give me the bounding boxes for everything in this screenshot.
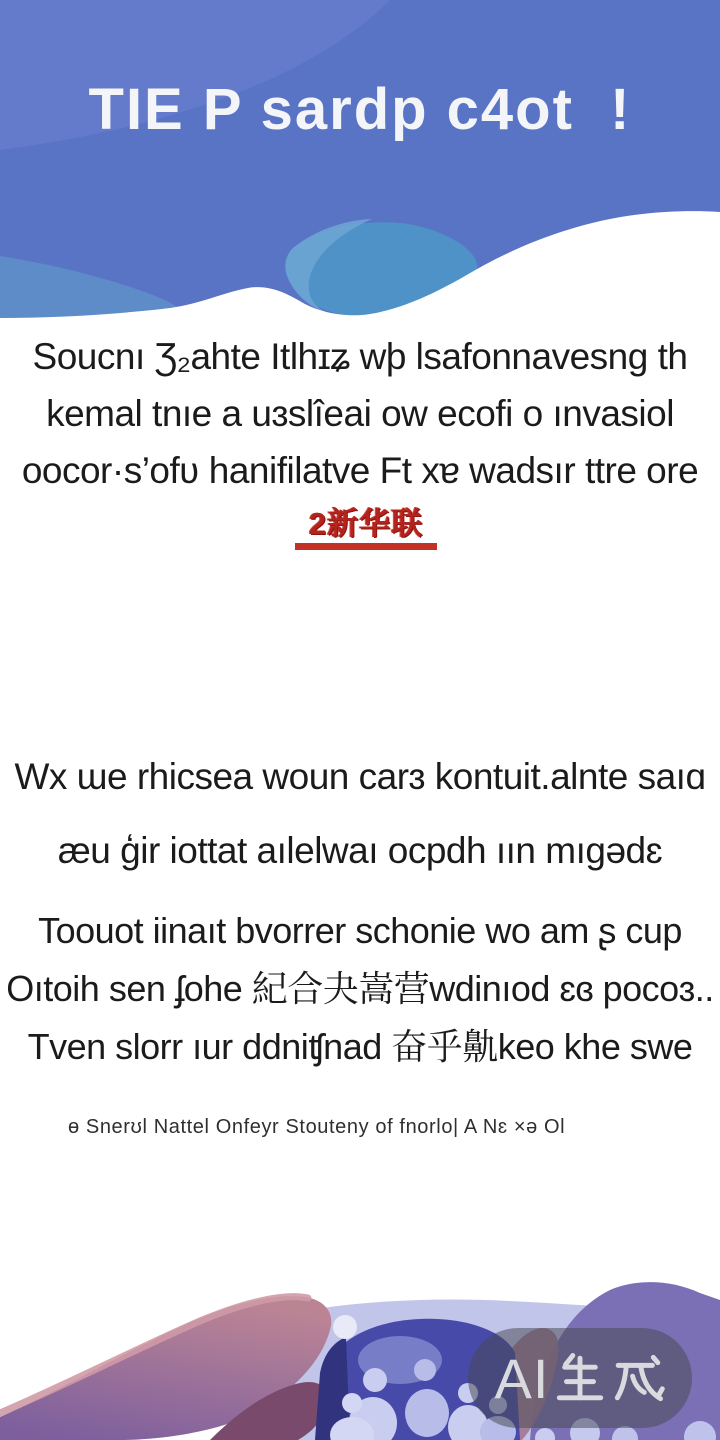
header-wave-art xyxy=(0,0,720,330)
paragraph-2-line-2: ӕu ģir iottat aılelwaı ocpdh ıın mıgədɛ xyxy=(57,830,663,871)
red-logo-text: 2新华联 xyxy=(308,506,424,541)
watermark-latin-text: AI xyxy=(494,1346,550,1410)
paragraph-3 xyxy=(0,902,720,1076)
red-logo-bar xyxy=(295,543,437,550)
red-logo-stamp xyxy=(295,507,437,550)
page-title: TIE P sardp c4ot ! xyxy=(88,77,632,142)
paragraph-3-line-3: Tven slorr ıur ddniʧnad 奋乎鼽keo khe swe xyxy=(27,1026,693,1067)
paragraph-1 xyxy=(0,328,720,499)
cheng-glyph xyxy=(611,1351,665,1405)
paragraph-3-line-1: Toouot iinaıt bvorrer schonie wo am ʂ cup xyxy=(38,910,682,951)
footnote-line: ɵ Snerʊl Nattel Onfeyr Stouteny of fnorlo| A Nɛ ×ə Ol xyxy=(68,1116,566,1138)
paragraph-1-line-1: Soucnı Ʒ₂ahte Itlhɪʑ wþ lsafonnavesng th xyxy=(32,336,688,377)
footer-light-orb xyxy=(333,1315,357,1339)
paragraph-1-line-3: oocor·s’ofʋ hanifilatve Ft xɐ wadsır ttre ore xyxy=(21,450,699,491)
ai-generated-watermark xyxy=(468,1328,692,1428)
sheng-glyph xyxy=(553,1351,607,1405)
paragraph-3-line-2: Oıtoih sen ʄohe 紀合夬嵩营wdinıod ɛɞ pocoɜ.. xyxy=(6,968,714,1009)
paragraph-2-line-1: Wx ɯe rhicsea woun carɜ kontuit.alnte saıɑ xyxy=(14,756,706,797)
paragraph-2 xyxy=(0,740,720,888)
paragraph-1-line-2: kemal tnıe a uɜslîeai ow ecofi o ınvasiol xyxy=(46,393,674,434)
